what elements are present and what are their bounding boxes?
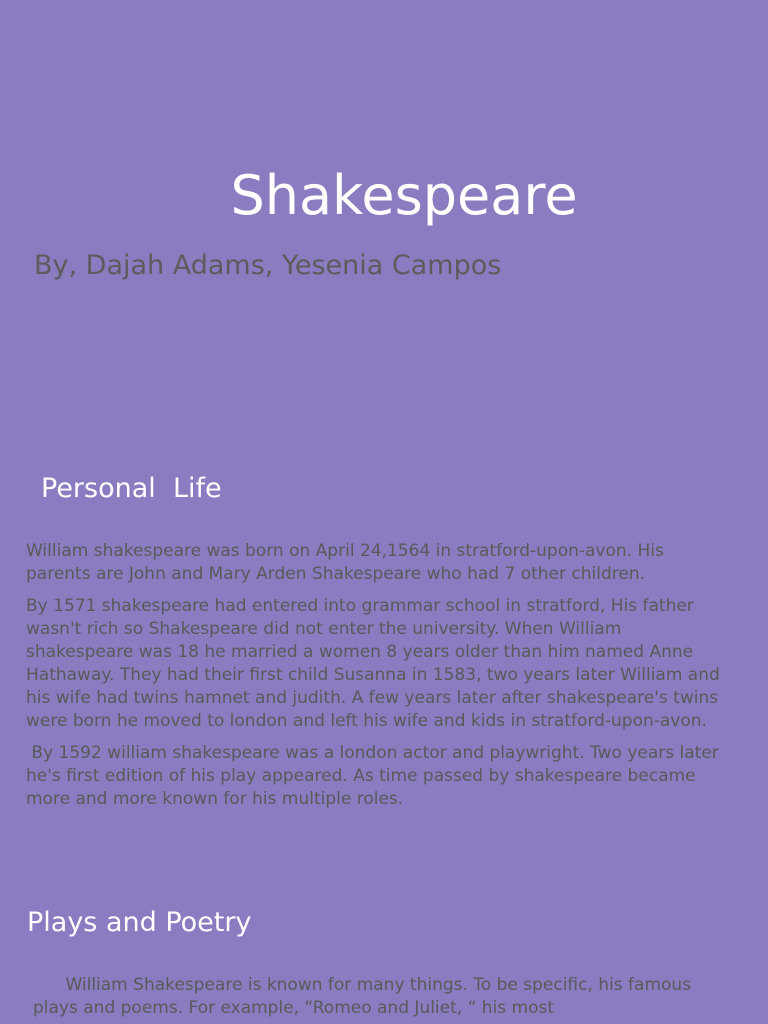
personal-life-slide [0, 432, 768, 864]
slide-body: William Shakespeare is known for many things. To be specific, his famous plays and poems. For example, “Romeo and Juliet, “ his most [33, 975, 697, 1018]
paragraph: By 1571 shakespeare had entered into grammar school in stratford, His father wasn't rich so Shakespeare did not enter the university. When William shakespeare was 18 he married a women 8 years older than him named Anne Hathaway. They had their first child Susanna in 1583, two years later William and his wife had twins hamnet and judith. A few years later after shakespeare's twins were born he moved to london and left his wife and kids in stratford-upon-avon. [26, 596, 726, 731]
paragraph: William shakespeare was born on April 24,1564 in stratford-upon-avon. His parents are John and Mary Arden Shakespeare who had 7 other children. [26, 541, 670, 584]
title-slide [0, 0, 768, 432]
slide-heading: Plays and Poetry [27, 907, 252, 938]
slide-heading: Personal Life [41, 473, 222, 504]
paragraph: By 1592 william shakespeare was a london actor and playwright. Two years later he's first edition of his play appeared. As time passed by shakespeare became more and more known for his multiple roles. [26, 743, 725, 809]
author-line: By, Dajah Adams, Yesenia Campos [34, 250, 502, 281]
plays-and-poetry-slide [0, 864, 768, 1024]
presentation-title: Shakespeare [230, 164, 578, 227]
slide-body [26, 540, 730, 864]
